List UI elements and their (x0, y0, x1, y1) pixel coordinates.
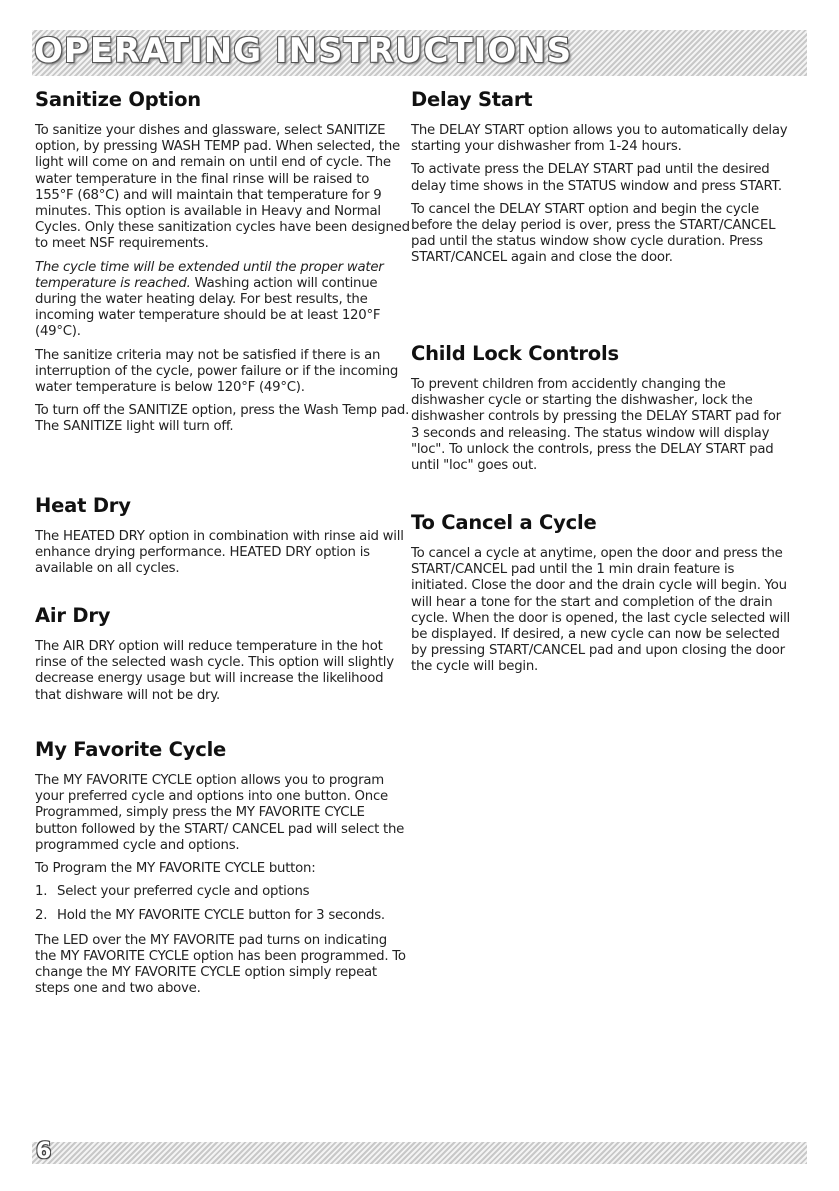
section-heading: My Favorite Cycle (35, 738, 227, 761)
step-text: Select your preferred cycle and options (57, 884, 310, 900)
step-text: Hold the MY FAVORITE CYCLE button for 3 seconds. (57, 908, 385, 924)
header-banner (32, 30, 807, 76)
paragraph: The MY FAVORITE CYCLE option allows you to program your preferred cycle and options into one button. Once Programmed, simply press the MY FAVORITE CYCLE button followed by the START/ CANCEL pad will select the programmed cycle and options. (35, 773, 405, 853)
paragraph: To activate press the DELAY START pad until the desired delay time shows in the STATUS window and press START. (411, 162, 782, 194)
page-number: 6 (36, 1139, 52, 1164)
paragraph: To sanitize your dishes and glassware, select SANITIZE option, by pressing WASH TEMP pad. When selected, the light will come on and remain on until end of cycle. The water temperature in the final rinse will be raised to 155°F (68°C) and will maintain that temperature for 9 minutes. This option is available in Heavy and Normal Cycles. Only these sanitization cycles have been designed to meet NSF requirements. (35, 123, 410, 252)
steps-list (35, 884, 410, 924)
section-heading: To Cancel a Cycle (411, 511, 597, 534)
paragraph-text: Washing action will continue during the water heating delay. For best results, the incoming water temperature should be at least 120°F (49°C). (35, 275, 381, 340)
list-item (35, 884, 410, 900)
paragraph: To cancel the DELAY START option and begin the cycle before the delay period is over, press the START/CANCEL pad until the status window show cycle duration. Press START/CANCEL again and close the door. (411, 201, 776, 266)
paragraph: The sanitize criteria may not be satisfied if there is an interruption of the cycle, power failure or if the incoming water temperature is below 120°F (49°C). (35, 347, 399, 396)
footer-bar (32, 1139, 807, 1164)
section-delay-start (411, 88, 791, 274)
section-heading: Sanitize Option (35, 88, 201, 111)
paragraph: To prevent children from accidently changing the dishwasher cycle or starting the dishwasher, lock the dishwasher controls by pressing the DELAY START pad for 3 seconds and releasing. The status window will display "loc". To unlock the controls, press the DELAY START pad until "loc" goes out. (411, 377, 781, 474)
section-heading: Delay Start (411, 88, 533, 111)
paragraph: The AIR DRY option will reduce temperature in the hot rinse of the selected wash cycle. This option will slightly decrease energy usage but will increase the likelihood that dishware will not be dry. (35, 639, 394, 703)
section-cancel-cycle (411, 511, 791, 683)
section-heat-dry (35, 494, 410, 585)
section-my-favorite (35, 738, 410, 1004)
paragraph: To turn off the SANITIZE option, press the Wash Temp pad. The SANITIZE light will turn off. (35, 403, 410, 435)
section-sanitize (35, 88, 410, 443)
page-title: OPERATING INSTRUCTIONS (34, 31, 573, 71)
section-heading: Heat Dry (35, 494, 131, 517)
list-item (35, 908, 410, 924)
section-child-lock (411, 342, 791, 481)
paragraph: The HEATED DRY option in combination with rinse aid will enhance drying performance. HEATED DRY option is available on all cycles. (35, 529, 404, 577)
step-number: 1. (35, 884, 48, 900)
step-number: 2. (35, 908, 48, 924)
section-heading: Air Dry (35, 604, 111, 627)
paragraph: The DELAY START option allows you to automatically delay starting your dishwasher from 1-24 hours. (411, 123, 788, 155)
paragraph (35, 260, 410, 341)
paragraph: The LED over the MY FAVORITE pad turns on indicating the MY FAVORITE CYCLE option has been programmed. To change the MY FAVORITE CYCLE option simply repeat steps one and two above. (35, 932, 406, 997)
section-heading: Child Lock Controls (411, 342, 619, 365)
section-air-dry (35, 604, 410, 711)
paragraph: To cancel a cycle at anytime, open the door and press the START/CANCEL pad until the 1 min drain feature is initiated. Close the door and the drain cycle will begin. You will hear a tone for the start and completion of the drain cycle. When the door is opened, the last cycle selected will be displayed. If desired, a new cycle can now be selected by pressing START/CANCEL pad and upon closing the door the cycle will begin. (411, 546, 790, 675)
italic-note: The cycle time will be extended until the proper water temperature is reached. (35, 259, 384, 291)
paragraph: To Program the MY FAVORITE CYCLE button: (35, 861, 316, 877)
